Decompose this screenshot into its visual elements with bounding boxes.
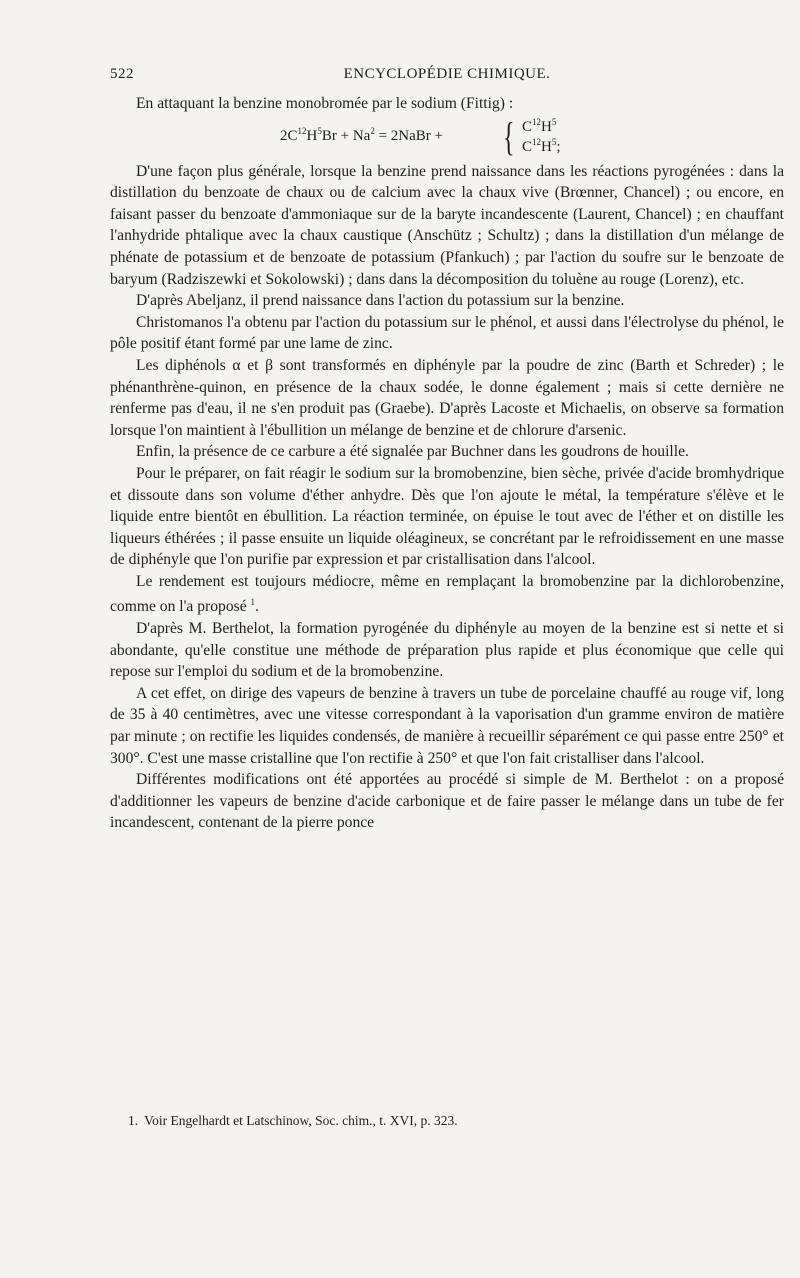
page-header: [110, 66, 784, 83]
running-title: ENCYCLOPÉDIE CHIMIQUE.: [343, 66, 551, 82]
body-paragraph: A cet effet, on dirige des vapeurs de benzine à travers un tube de porcelaine chauffé au rouge vif, long de 35 à 40 centimètres, avec une vitesse correspondant à la vaporisation d'un gramme environ de matière par minute ; on rectifie les liquides condensés, de manière à recueillir séparément ce qui passe entre 250° et 300°. C'est une masse cristalline que l'on rectifie à 250° et que l'on fait cristalliser dans l'alcool.: [110, 684, 784, 767]
body-paragraph: Les diphénols α et β sont transformés en diphényle par la poudre de zinc (Barth et Schreder) ; le phénanthrène-quinon, en présence de la chaux sodée, le donne également ; mais si cette dernière ne renferme pas d'eau, il ne s'en produit pas (Graebe). D'après Lacoste et Michaelis, on observe sa formation lorsque l'on maintient à l'ébullition un mélange de benzine et de chlorure d'arsenic.: [110, 356, 784, 439]
footnote-reference: 1: [250, 597, 256, 608]
body-paragraph: D'après Abeljanz, il prend naissance dans l'action du potassium sur la benzine.: [136, 292, 625, 310]
body-paragraph: Pour le préparer, on fait réagir le sodium sur la bromobenzine, bien sèche, privée d'acide bromhydrique et dissoute dans son volume d'éther anhydre. Dès que l'on ajoute le métal, la température s'élève et le liquide entre bientôt en ébullition. La réaction terminée, on épuise le tout avec de l'éther et on distille les liqueurs éthérées ; il passe ensuite un liquide oléagineux, se concrétant par le refroidissement en une masse de diphényle que l'on purifie par expression et par cristallisation dans l'alcool.: [110, 464, 784, 569]
body-paragraph: D'une façon plus générale, lorsque la benzine prend naissance dans les réactions pyrogénées : dans la distillation du benzoate de chaux ou de calcium avec la chaux vive (Brœnner, Chancel) ; ou encore, en faisant passer du benzoate d'ammoniaque sur de la baryte incandescente (Laurent, Chancel) ; en chauffant l'anhydride phtalique avec la chaux caustique (Anschütz ; Schultz) ; dans la distillation d'un mélange de phénate de potassium et de benzoate de potassium (Pfankuch) ; par l'action du soufre sur le benzoate de baryum (Radziszewki et Sokolowski) ; dans dans la décomposition du toluène au rouge (Lorenz), etc.: [110, 162, 784, 288]
footnote: [128, 1113, 458, 1129]
body-paragraph: Différentes modifications ont été apportées au procédé si simple de M. Berthelot : on a proposé d'additionner les vapeurs de benzine d'acide carbonique et de faire passer le mélange dans un tube de fer incandescent, contenant de la pierre ponce: [110, 771, 784, 832]
equation-left-side: $2C^{12}H^5Br + Na^2$ = 2NaBr +: [280, 125, 443, 144]
document-page: [110, 66, 784, 834]
equation-product-1: $C^{12}H^5$: [522, 116, 557, 135]
footnote-text: Voir Engelhardt et Latschinow, Soc. chim., t. XVI, p. 323.: [144, 1113, 458, 1128]
page-number: 522: [110, 66, 134, 82]
body-paragraph: Le rendement est toujours médiocre, même en remplaçant la bromobenzine par la dichlorobenzine, comme on l'a proposé $^1$.: [110, 572, 784, 616]
chemical-equation: [110, 115, 784, 161]
brace-glyph: {: [503, 113, 515, 159]
body-paragraph: D'après M. Berthelot, la formation pyrogénée du diphényle au moyen de la benzine est si nette et si abondante, qu'elle constitue une méthode de préparation plus rapide et plus économique que celle qui repose sur l'emploi du sodium et de la bromobenzine.: [110, 620, 784, 681]
equation-product-2: $C^{12}H^5$;: [522, 136, 561, 155]
body-paragraph: Christomanos l'a obtenu par l'action du potassium sur le phénol, et aussi dans l'électrolyse du phénol, le pôle positif étant formé par une lame de zinc.: [110, 313, 784, 353]
body-paragraph: Enfin, la présence de ce carbure a été signalée par Buchner dans les goudrons de houille.: [136, 443, 689, 461]
footnote-number: 1.: [128, 1113, 139, 1128]
intro-paragraph: En attaquant la benzine monobromée par le sodium (Fittig) :: [136, 95, 514, 112]
